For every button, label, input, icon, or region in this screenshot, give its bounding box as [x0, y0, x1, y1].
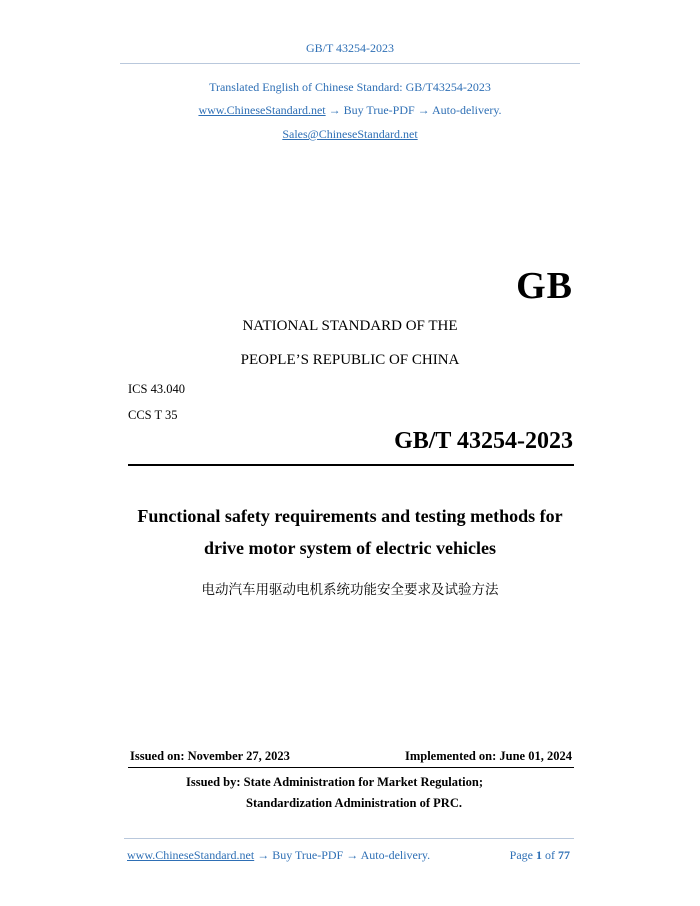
national-standard-line1: NATIONAL STANDARD OF THE: [242, 318, 458, 334]
site-link[interactable]: www.ChineseStandard.net: [198, 103, 326, 117]
page-total: 77: [558, 848, 570, 862]
footer-promo-text: → Buy True-PDF → Auto-delivery.: [254, 848, 431, 862]
promo-line: [0, 103, 700, 118]
title-line2: drive motor system of electric vehicles: [203, 538, 497, 558]
standard-number: GB/T 43254-2023: [394, 428, 573, 454]
promo-text: → Buy True-PDF → Auto-delivery.: [325, 103, 502, 117]
implemented-on: Implemented on: June 01, 2024: [404, 749, 572, 763]
issue-date-rule: [128, 767, 574, 768]
issued-on: Issued on: November 27, 2023: [130, 749, 290, 763]
ics-code: ICS 43.040: [128, 382, 185, 396]
issued-by-line2: Standardization Administration of PRC.: [246, 796, 462, 810]
page-label: Page: [509, 848, 533, 862]
page-of: of: [545, 848, 555, 862]
page-current: 1: [536, 848, 542, 862]
gb-mark: GB: [516, 265, 573, 307]
standard-number-rule: [128, 464, 574, 466]
issued-by-line1: Issued by: State Administration for Market Regulation;: [186, 775, 483, 789]
footer-divider: [124, 838, 574, 839]
footer-site-link[interactable]: www.ChineseStandard.net: [127, 848, 255, 862]
translation-notice: Translated English of Chinese Standard: GB/T43254-2023: [209, 80, 491, 94]
email-link[interactable]: Sales@ChineseStandard.net: [282, 127, 418, 141]
sales-line: [0, 127, 700, 142]
footer-promo: [127, 848, 430, 863]
national-standard-line2: PEOPLE’S REPUBLIC OF CHINA: [240, 352, 460, 368]
title-chinese: 电动汽车用驱动电机系统功能安全要求及试验方法: [201, 582, 499, 598]
header-standard-code: GB/T 43254-2023: [305, 41, 395, 55]
header-divider: [120, 63, 580, 64]
ccs-code: CCS T 35: [128, 408, 178, 422]
title-line1: Functional safety requirements and testing methods for: [137, 506, 563, 526]
page-indicator: [510, 848, 570, 863]
